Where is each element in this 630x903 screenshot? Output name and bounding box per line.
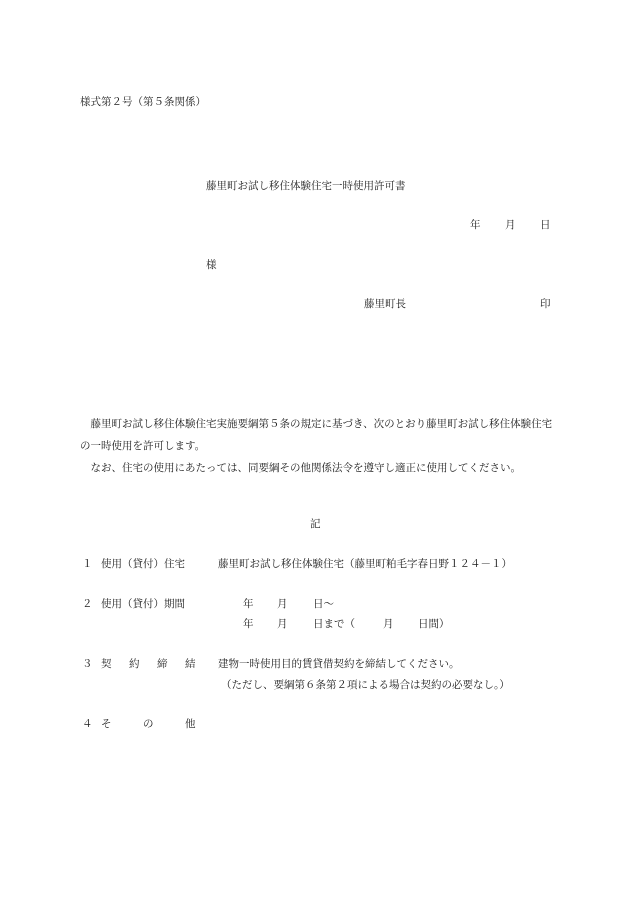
item-4-label-char: 他 bbox=[185, 718, 196, 730]
item-4-label-char: の bbox=[143, 718, 154, 730]
item-4-label-char: そ bbox=[101, 718, 112, 730]
form-number: 様式第２号（第５条関係） bbox=[80, 96, 206, 108]
period-start-year: 年 bbox=[243, 598, 254, 610]
item-3-value: 建物一時使用目的賃貸借契約を締結してください。 bbox=[218, 658, 460, 670]
addressee-suffix: 様 bbox=[206, 259, 217, 271]
item-4-number: ４ bbox=[82, 718, 93, 730]
item-1-value: 藤里町お試し移住体験住宅（藤里町粕毛字春日野１２４－１） bbox=[218, 558, 512, 570]
body-paragraph-2: なお、住宅の使用にあたっては、同要綱その他関係法令を遵守し適正に使用してください。 bbox=[90, 462, 521, 474]
period-end-month: 月 bbox=[277, 618, 288, 630]
ki-heading: 記 bbox=[310, 518, 321, 530]
period-start-month: 月 bbox=[277, 598, 288, 610]
item-1-label: 使用（貸付）住宅 bbox=[101, 558, 185, 570]
item-2-number: ２ bbox=[82, 598, 93, 610]
body-paragraph-1: 藤里町お試し移住体験住宅実施要綱第５条の規定に基づき、次のとおり藤里町お試し移住体験住宅の一時使用を許可します。 bbox=[80, 418, 553, 452]
issuer-name: 藤里町長 bbox=[364, 298, 406, 310]
period-end-day: 日まで（ bbox=[313, 618, 355, 630]
item-3-label-char: 締 bbox=[157, 658, 168, 670]
period-start-day: 日～ bbox=[313, 598, 334, 610]
period-duration-day: 日間） bbox=[418, 618, 450, 630]
item-3-number: ３ bbox=[82, 658, 93, 670]
item-1-number: １ bbox=[82, 558, 93, 570]
seal-mark: 印 bbox=[540, 298, 551, 310]
item-2-label: 使用（貸付）期間 bbox=[101, 598, 185, 610]
date-day: 日 bbox=[540, 219, 551, 231]
period-duration-month: 月 bbox=[383, 618, 394, 630]
period-end-year: 年 bbox=[243, 618, 254, 630]
item-3-note: （ただし、要綱第６条第２項による場合は契約の必要なし。） bbox=[221, 679, 510, 691]
item-3-label-char: 契 bbox=[101, 658, 112, 670]
date-month: 月 bbox=[505, 219, 516, 231]
document-title: 藤里町お試し移住体験住宅一時使用許可書 bbox=[206, 180, 406, 192]
item-3-label-char: 約 bbox=[129, 658, 140, 670]
date-year: 年 bbox=[470, 219, 481, 231]
item-3-label-char: 結 bbox=[185, 658, 196, 670]
